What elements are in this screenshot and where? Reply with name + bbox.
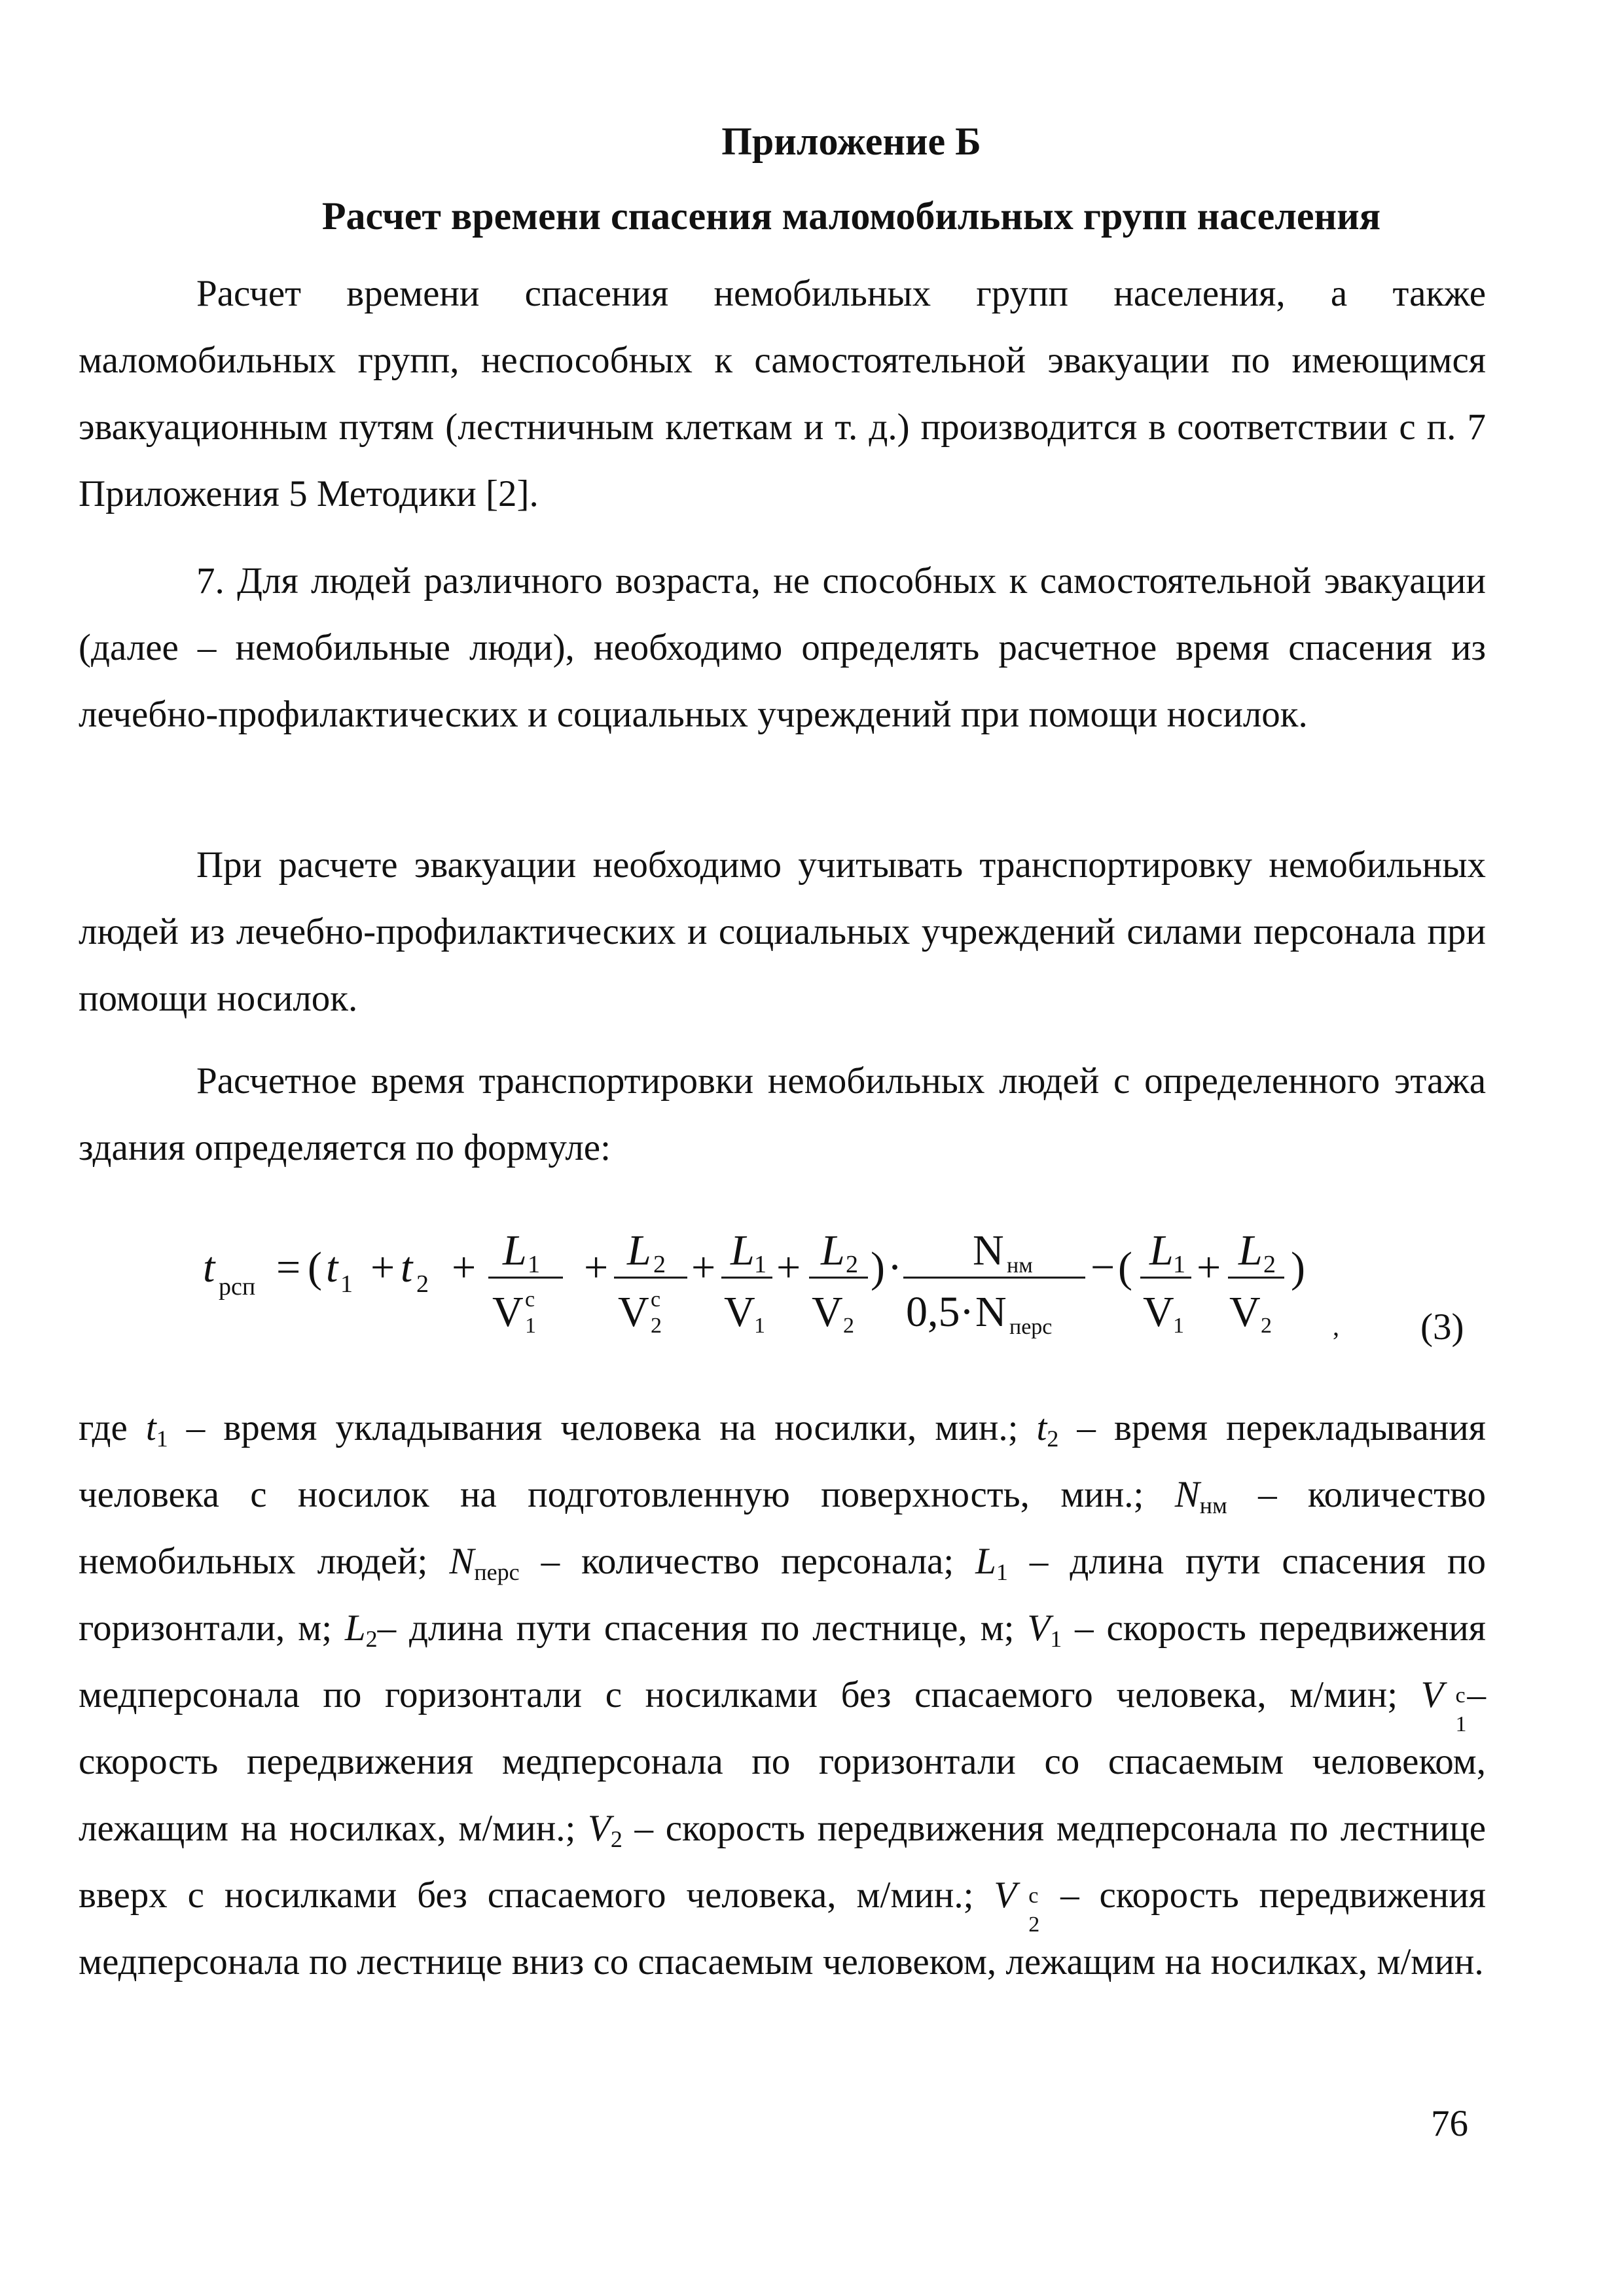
formula-count-den: N (975, 1288, 1007, 1336)
legend-v1c-sub: 1 (1455, 1712, 1467, 1736)
formula-frac6-den: V (1229, 1288, 1261, 1336)
formula-plus-1: + (370, 1244, 395, 1291)
legend-t2-sub: 2 (1047, 1426, 1059, 1452)
section-title: Расчет времени спасения маломобильных групп населения (321, 194, 1381, 238)
formula-t2: t (401, 1244, 413, 1291)
formula-paren-close: ) (871, 1244, 885, 1291)
formula-count-num: N (973, 1227, 1004, 1274)
legend-v1-symbol: V (1027, 1607, 1051, 1649)
formula-frac2-den-sup: с (651, 1287, 661, 1312)
paragraph-formula-intro-text: Расчетное время транспортировки немобильных людей с определенного этажа здания определяется по формуле: (79, 1060, 1486, 1168)
paragraph-legend (79, 1395, 1486, 1996)
formula-frac1-den-sub: 1 (525, 1314, 536, 1338)
formula-paren2-open: ( (1118, 1244, 1132, 1291)
formula-paren2-close: ) (1291, 1244, 1305, 1291)
legend-t2-desc: – время перекладывания человека с носилок на подготовленную поверхность, мин.; (79, 1407, 1487, 1515)
formula-frac3-num-sub: 1 (754, 1251, 767, 1278)
formula-frac6-num: L (1238, 1227, 1263, 1274)
formula-minus: − (1091, 1244, 1115, 1291)
formula-comma: , (1333, 1312, 1339, 1341)
formula-paren-open: ( (308, 1244, 322, 1291)
formula-frac2-num: L (627, 1227, 651, 1274)
formula-frac5-num-sub: 1 (1173, 1251, 1185, 1278)
legend-l1-sub: 1 (996, 1559, 1008, 1585)
legend-t1-symbol: t (145, 1407, 156, 1448)
legend-v2-symbol: V (588, 1808, 611, 1849)
formula-frac2-den: V (618, 1288, 649, 1336)
paragraph-item-7-text: 7. Для людей различного возраста, не способных к самостоятельной эвакуации (далее – немобильные люди), необходимо определять расчетное время спасения из лечебно-профилактических и социальных учреждений при помощи носилок. (79, 560, 1486, 735)
paragraph-transport (79, 832, 1486, 1032)
legend-l1-desc: – длина пути спасения по горизонтали, м; (79, 1541, 1487, 1649)
legend-v2c-symbol: V (994, 1874, 1017, 1916)
legend-v2-sub: 2 (610, 1826, 623, 1852)
legend-v1c-indices (1444, 1672, 1468, 1736)
formula-plus-4: + (691, 1244, 716, 1291)
legend-npers-desc: – количество персонала; (541, 1541, 954, 1582)
formula-t1-sub: 1 (340, 1270, 353, 1298)
legend-v1-sub: 1 (1050, 1626, 1062, 1652)
legend-t2-symbol: t (1036, 1407, 1047, 1448)
legend-v1c-sup: с (1455, 1683, 1466, 1708)
formula-count-num-sub: нм (1007, 1253, 1033, 1278)
formula-3 (203, 1204, 1348, 1342)
page-number: 76 (1431, 2103, 1468, 2144)
formula-frac1-num-sub: 1 (528, 1251, 540, 1278)
legend-t1-sub: 1 (156, 1426, 168, 1452)
legend-v1c-desc: – скорость передвижения медперсонала по горизонтали со спасаемым человеком, лежащим на носилках, м/мин.; (79, 1674, 1486, 1849)
legend-v1c-symbol: V (1420, 1674, 1444, 1715)
formula-count-den-sub: перс (1009, 1315, 1053, 1339)
legend-where: где (79, 1407, 128, 1448)
legend-t1-desc: – время укладывания человека на носилки, мин.; (186, 1407, 1019, 1448)
formula-frac5-num: L (1149, 1227, 1174, 1274)
formula-frac4-num-sub: 2 (846, 1251, 858, 1278)
formula-frac6-num-sub: 2 (1263, 1251, 1276, 1278)
formula-plus-6: + (1197, 1244, 1221, 1291)
formula-plus-3: + (584, 1244, 609, 1291)
formula-frac4-den-sub: 2 (843, 1314, 854, 1338)
formula-frac5-den: V (1143, 1288, 1174, 1336)
legend-npers-sub: перс (474, 1559, 520, 1585)
paragraph-item-7 (79, 548, 1486, 748)
formula-frac6-den-sub: 2 (1261, 1314, 1272, 1338)
formula-equals: = (276, 1244, 301, 1291)
legend-v2-desc: – скорость передвижения медперсонала по лестнице вверх с носилками без спасаемого человека, м/мин.; (79, 1808, 1487, 1916)
paragraph-transport-text: При расчете эвакуации необходимо учитывать транспортировку немобильных людей из лечебно-профилактических и социальных учреждений силами персонала при помощи носилок. (79, 844, 1486, 1019)
legend-v1-desc: – скорость передвижения медперсонала по горизонтали с носилками без спасаемого человека, м/мин; (79, 1607, 1486, 1715)
legend-npers-symbol: N (449, 1541, 475, 1582)
formula-frac4-num: L (821, 1227, 845, 1274)
formula-plus-2: + (452, 1244, 477, 1291)
legend-nnm-sub: нм (1199, 1492, 1227, 1518)
paragraph-formula-intro (79, 1048, 1486, 1181)
formula-frac1-den: V (492, 1288, 524, 1336)
formula-t2-sub: 2 (416, 1270, 429, 1298)
formula-frac3-num: L (731, 1227, 755, 1274)
legend-l1-symbol: L (975, 1541, 996, 1582)
legend-nnm-desc: – количество немобильных людей; (79, 1474, 1486, 1582)
legend-v2c-sub: 2 (1028, 1912, 1040, 1937)
formula-lhs: t (203, 1244, 215, 1291)
formula-frac3-den: V (724, 1288, 755, 1336)
legend-v2c-desc: – скорость передвижения медперсонала по лестнице вниз со спасаемым человеком, лежащим на носилках, м/мин. (79, 1874, 1487, 1982)
formula-frac1-num: L (503, 1227, 527, 1274)
formula-frac2-den-sub: 2 (651, 1314, 662, 1338)
equation-number: (3) (1420, 1306, 1464, 1348)
legend-l2-symbol: L (344, 1607, 366, 1649)
formula-frac3-den-sub: 1 (754, 1314, 765, 1338)
legend-v2c-indices (1017, 1872, 1040, 1937)
paragraph-intro-text: Расчет времени спасения немобильных групп населения, а также маломобильных групп, неспособных к самостоятельной эвакуации по имеющимся эвакуационным путям (лестничным клеткам и т. д.) производится в соответствии с п. 7 Приложения 5 Методики [2]. (79, 273, 1486, 514)
formula-dot: · (888, 1244, 902, 1291)
formula-frac1-den-sup: с (525, 1287, 535, 1312)
legend-v2c-sup: с (1028, 1884, 1039, 1908)
formula-count-dot: · (960, 1288, 974, 1336)
legend-l2-desc: – длина пути спасения по лестнице, м; (377, 1607, 1015, 1649)
formula-frac5-den-sub: 1 (1173, 1314, 1184, 1338)
legend-nnm-symbol: N (1174, 1474, 1200, 1515)
legend-l2-sub: 2 (365, 1626, 378, 1652)
formula-frac4-den: V (812, 1288, 843, 1336)
formula-plus-5: + (776, 1244, 801, 1291)
formula-count-coef: 0,5 (906, 1288, 960, 1336)
formula-frac2-num-sub: 2 (653, 1251, 666, 1278)
paragraph-intro (79, 260, 1486, 528)
formula-lhs-sub: рсп (219, 1273, 256, 1300)
formula-t1: t (326, 1244, 338, 1291)
appendix-title: Приложение Б (721, 120, 981, 163)
